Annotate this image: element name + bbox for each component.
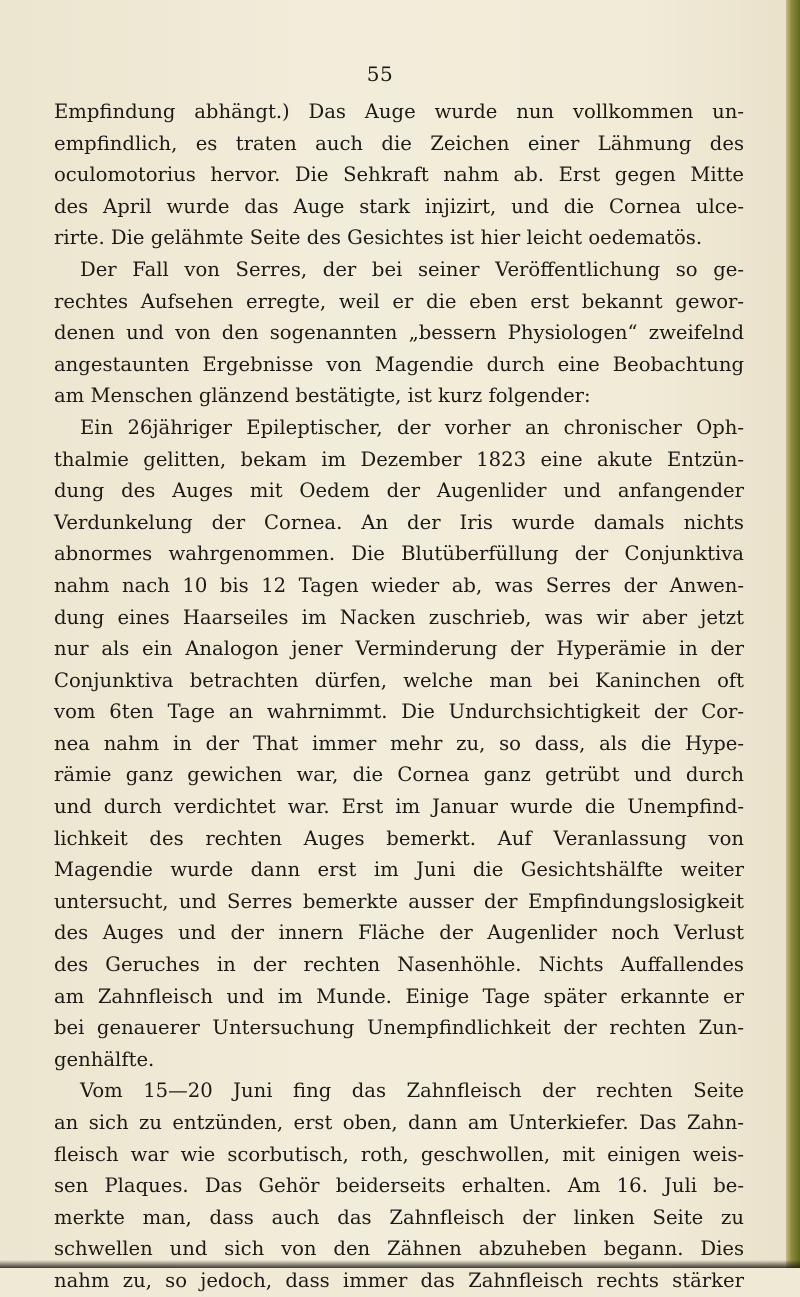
text-line: Vom 15—20 Juni fing das Zahnfleisch der rechten Seite — [80, 1079, 744, 1103]
text-line: oculomotorius hervor. Die Sehkraft nahm ab. Erst gegen Mitte — [54, 163, 744, 187]
text-line: an sich zu entzünden, erst oben, dann am Unterkiefer. Das Zahn- — [54, 1111, 744, 1134]
text-line: am Zahnfleisch und im Munde. Einige Tage später erkannte er — [54, 984, 744, 1008]
text-line: angestaunten Ergebnisse von Magendie durch eine Beobachtung — [54, 352, 744, 376]
text-line: nea nahm in der That immer mehr zu, so dass, als die Hype- — [54, 731, 744, 755]
text-line: nahm nach 10 bis 12 Tagen wieder ab, was Serres der Anwen- — [54, 573, 744, 597]
text-line: des Auges und der innern Fläche der Augenlider noch Verlust — [54, 921, 744, 945]
page-number: 55 — [366, 62, 394, 86]
text-line: nur als ein Analogon jener Verminderung der Hyperämie in der — [54, 637, 744, 661]
body-text — [54, 96, 744, 1297]
text-line: Empfindung abhängt.) Das Auge wurde nun vollkommen un- — [54, 100, 744, 123]
text-line: schwellen und sich von den Zähnen abzuheben begann. Dies — [54, 1237, 744, 1261]
text-line: thalmie gelitten, bekam im Dezember 1823 eine akute Entzün- — [54, 447, 744, 471]
text-line: denen und von den sogenannten „bessern Physiologen“ zweifelnd — [54, 321, 744, 345]
text-line: sen Plaques. Das Gehör beiderseits erhalten. Am 16. Juli be- — [54, 1174, 744, 1198]
text-line: Ein 26jähriger Epileptischer, der vorher an chronischer Oph- — [80, 415, 744, 439]
text-line: dung eines Haarseiles im Nacken zuschrieb, was wir aber jetzt — [54, 605, 744, 629]
text-line: des April wurde das Auge stark injizirt, und die Cornea ulce- — [54, 194, 744, 218]
text-line: rirte. Die gelähmte Seite des Gesichtes ist hier leicht oedematös. — [54, 226, 703, 250]
text-line: rämie ganz gewichen war, die Cornea ganz getrübt und durch — [54, 763, 744, 787]
text-line: am Menschen glänzend bestätigte, ist kurz folgender: — [54, 384, 591, 408]
text-line: merkte man, dass auch das Zahnfleisch der linken Seite zu — [54, 1205, 744, 1229]
text-line: lichkeit des rechten Auges bemerkt. Auf Veranlassung von — [54, 826, 744, 850]
text-line: genhälfte. — [54, 1047, 155, 1071]
text-line: abnormes wahrgenommen. Die Blutüberfüllung der Conjunktiva — [54, 542, 744, 566]
text-line: rechtes Aufsehen erregte, weil er die eben erst bekannt gewor- — [54, 289, 744, 313]
text-line: empfindlich, es traten auch die Zeichen einer Lähmung des — [54, 131, 744, 155]
text-line: vom 6ten Tage an wahrnimmt. Die Undurchsichtigkeit der Cor- — [54, 700, 744, 724]
text-line: fleisch war wie scorbutisch, roth, geschwollen, mit einigen weis- — [54, 1142, 744, 1166]
text-line: dung des Auges mit Oedem der Augenlider und anfangender — [54, 479, 744, 503]
text-line: bei genauerer Untersuchung Unempfindlichkeit der rechten Zun- — [54, 1016, 744, 1040]
page-bottom-shadow — [0, 1260, 800, 1268]
text-line: Verdunkelung der Cornea. An der Iris wurde damals nichts — [54, 510, 744, 534]
text-line: Der Fall von Serres, der bei seiner Veröffentlichung so ge- — [80, 257, 744, 281]
text-line: nahm zu, so jedoch, dass immer das Zahnfleisch rechts stärker — [54, 1268, 744, 1292]
text-line: des Geruches in der rechten Nasenhöhle. Nichts Auffallendes — [54, 953, 744, 977]
page-edge — [786, 0, 800, 1268]
text-line: und durch verdichtet war. Erst im Januar wurde die Unempfind- — [54, 795, 744, 819]
text-line: untersucht, und Serres bemerkte ausser der Empfindungslosigkeit — [54, 889, 744, 913]
text-line: Conjunktiva betrachten dürfen, welche man bei Kaninchen oft — [54, 668, 744, 692]
text-line: Magendie wurde dann erst im Juni die Gesichtshälfte weiter — [54, 858, 744, 882]
